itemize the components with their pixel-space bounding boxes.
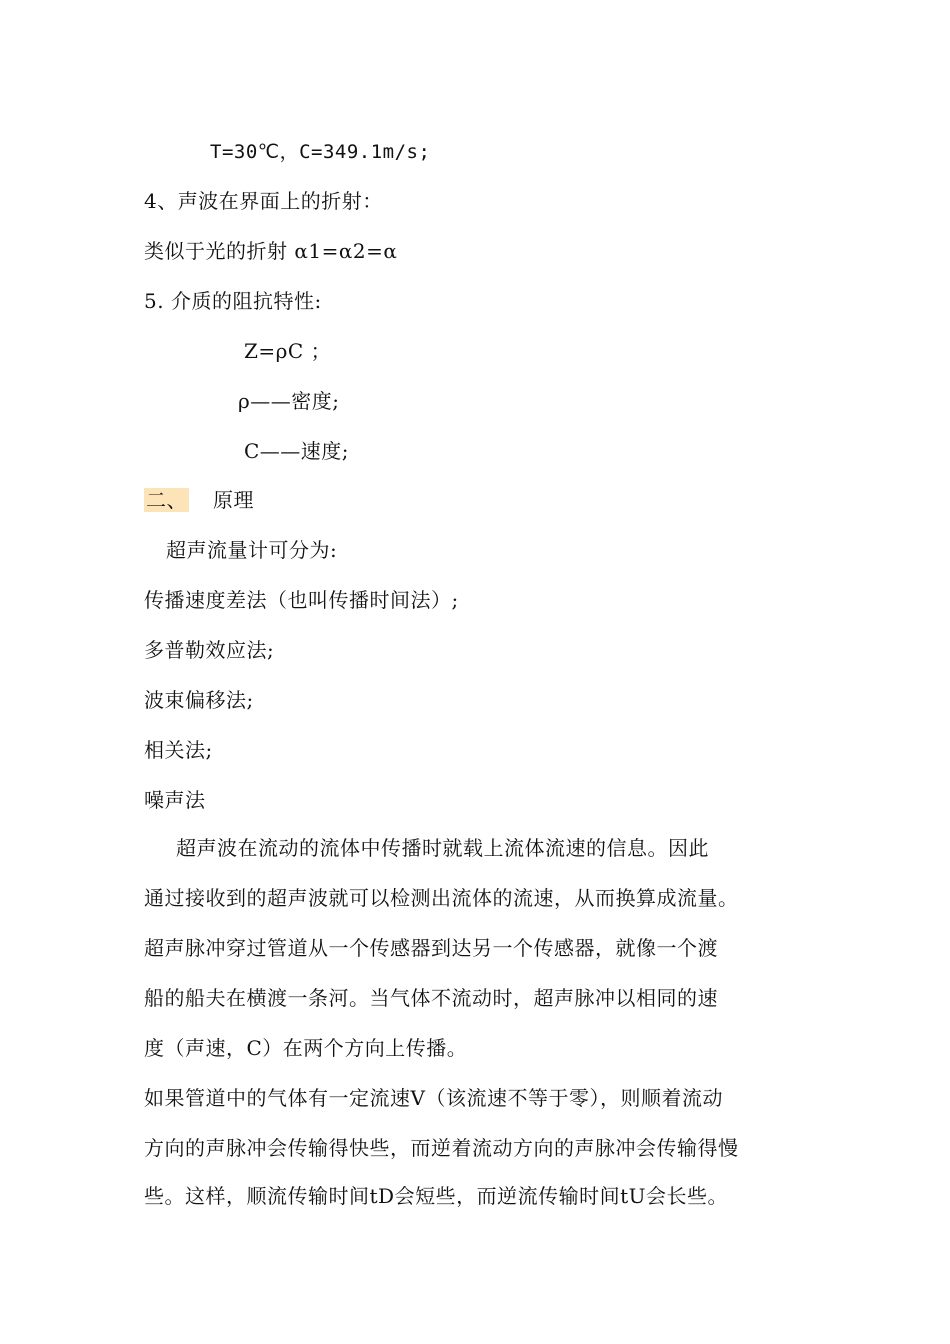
item-4-title: 4、声波在界面上的折射： [144,189,383,213]
item-4-body: 类似于光的折射 α1=α2=α [144,239,398,263]
method-item: 多普勒效应法; [144,638,275,662]
classification-intro: 超声流量计可分为: [166,538,338,562]
paragraph-1-line: 度（声速，C）在两个方向上传播。 [144,1036,468,1060]
method-item: 波束偏移法; [144,688,254,712]
section-title: 原理 [213,488,254,512]
paragraph-2-line: 如果管道中的气体有一定流速V（该流速不等于零），则顺着流动 [144,1086,723,1110]
paragraph-1-line: 超声脉冲穿过管道从一个传感器到达另一个传感器，就像一个渡 [144,936,718,960]
rho-definition: ρ——密度; [238,389,340,413]
method-item: 噪声法 [144,788,206,812]
paragraph-1-line: 超声波在流动的流体中传播时就载上流体流速的信息。因此 [176,836,709,860]
temperature-speed-line: T=30℃，C=349.1m/s; [210,141,431,163]
method-item: 相关法; [144,738,213,762]
impedance-formula: Z=ρC ； [244,339,332,363]
section-number: 二、 [146,488,187,512]
paragraph-1-line: 船的船夫在横渡一条河。当气体不流动时，超声脉冲以相同的速 [144,986,718,1010]
paragraph-2-line: 些。这样，顺流传输时间tD会短些，而逆流传输时间tU会长些。 [144,1184,728,1208]
item-5-title: 5. 介质的阻抗特性: [144,289,322,313]
section-heading [144,488,254,512]
paragraph-1-line: 通过接收到的超声波就可以检测出流体的流速，从而换算成流量。 [144,886,739,910]
method-item: 传播速度差法（也叫传播时间法）; [144,588,459,612]
c-definition: C——速度; [244,439,350,463]
paragraph-2-line: 方向的声脉冲会传输得快些，而逆着流动方向的声脉冲会传输得慢 [144,1136,739,1160]
